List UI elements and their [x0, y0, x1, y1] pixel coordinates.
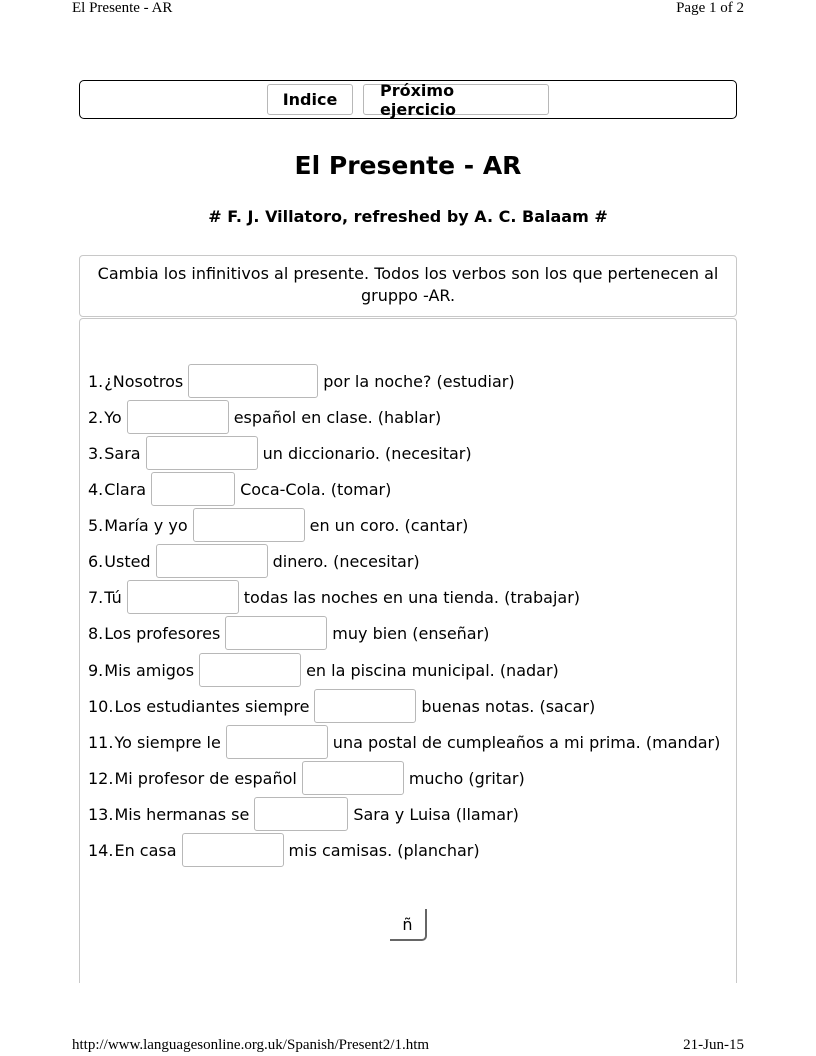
print-header: [72, 0, 744, 17]
exercise-row: [88, 436, 472, 470]
exercise-number: 14.: [88, 840, 114, 860]
print-header-title: El Presente - AR: [72, 0, 173, 16]
exercise-prompt: En casa: [114, 840, 177, 860]
print-footer: [72, 1037, 744, 1054]
exercise-hint: español en clase. (hablar): [233, 407, 442, 427]
next-exercise-button[interactable]: Próximo ejercicio: [363, 84, 549, 115]
answer-input[interactable]: [226, 725, 328, 759]
exercise-hint: buenas notas. (sacar): [421, 696, 596, 716]
exercise-prompt: Tú: [104, 587, 122, 607]
exercise-number: 9.: [88, 660, 104, 680]
exercise-hint: dinero. (necesitar): [272, 551, 420, 571]
instructions-text: Cambia los infinitivos al presente. Todos los verbos son los que pertenecen al gruppo -AR.: [97, 264, 719, 305]
exercise-prompt: Los estudiantes siempre: [114, 696, 310, 716]
exercise-row: [88, 472, 391, 506]
exercise-prompt: Mis amigos: [104, 660, 195, 680]
nav-bar: [79, 80, 737, 119]
exercise-row: [88, 761, 525, 795]
print-header-page: Page 1 of 2: [676, 0, 744, 16]
exercise-prompt: ¿Nosotros: [104, 371, 184, 391]
exercise-row: [88, 508, 468, 542]
exercise-number: 1.: [88, 371, 104, 391]
exercise-hint: en un coro. (cantar): [309, 515, 469, 535]
exercise-number: 8.: [88, 623, 104, 643]
exercise-prompt: Yo siempre le: [114, 732, 221, 752]
answer-input[interactable]: [127, 400, 229, 434]
exercise-hint: todas las noches en una tienda. (trabajar): [243, 587, 581, 607]
exercise-prompt: Clara: [104, 479, 147, 499]
exercise-prompt: Mis hermanas se: [114, 804, 250, 824]
exercise-number: 7.: [88, 587, 104, 607]
exercise-row: [88, 689, 595, 723]
exercise-number: 5.: [88, 515, 104, 535]
exercise-number: 13.: [88, 804, 114, 824]
exercise-number: 12.: [88, 768, 114, 788]
indice-button[interactable]: Indice: [267, 84, 353, 115]
answer-input[interactable]: [182, 833, 284, 867]
enye-button[interactable]: ñ: [390, 909, 427, 941]
answer-input[interactable]: [193, 508, 305, 542]
print-footer-url: http://www.languagesonline.org.uk/Spanish/Present2/1.htm: [72, 1037, 430, 1053]
exercise-prompt: Sara: [104, 443, 141, 463]
exercise-row: [88, 653, 559, 687]
exercise-row: [88, 544, 420, 578]
exercise-hint: por la noche? (estudiar): [323, 371, 515, 391]
exercise-hint: mucho (gritar): [408, 768, 525, 788]
page-title: El Presente - AR: [294, 151, 522, 180]
print-footer-date: 21-Jun-15: [683, 1037, 744, 1053]
answer-input[interactable]: [254, 797, 348, 831]
exercise-number: 6.: [88, 551, 104, 571]
answer-input[interactable]: [302, 761, 404, 795]
exercise-row: [88, 616, 489, 650]
exercise-row: [88, 400, 441, 434]
exercise-hint: mis camisas. (planchar): [288, 840, 480, 860]
exercise-number: 2.: [88, 407, 104, 427]
exercise-row: [88, 580, 580, 614]
answer-input[interactable]: [225, 616, 327, 650]
exercise-row: [88, 725, 720, 759]
exercise-hint: muy bien (enseñar): [332, 623, 490, 643]
exercise-row: [88, 833, 480, 867]
exercise-number: 11.: [88, 732, 114, 752]
author-line: # F. J. Villatoro, refreshed by A. C. Balaam #: [208, 207, 608, 226]
instructions-box: [79, 255, 737, 317]
exercise-row: [88, 364, 515, 398]
exercise-prompt: Mi profesor de español: [114, 768, 297, 788]
exercise-hint: Sara y Luisa (llamar): [353, 804, 519, 824]
exercise-hint: en la piscina municipal. (nadar): [306, 660, 559, 680]
exercise-prompt: Yo: [104, 407, 122, 427]
exercise-prompt: María y yo: [104, 515, 188, 535]
exercise-number: 3.: [88, 443, 104, 463]
answer-input[interactable]: [156, 544, 268, 578]
answer-input[interactable]: [199, 653, 301, 687]
exercise-hint: una postal de cumpleaños a mi prima. (mandar): [332, 732, 721, 752]
exercise-number: 4.: [88, 479, 104, 499]
exercise-hint: Coca-Cola. (tomar): [240, 479, 392, 499]
exercise-hint: un diccionario. (necesitar): [262, 443, 472, 463]
answer-input[interactable]: [127, 580, 239, 614]
answer-input[interactable]: [314, 689, 416, 723]
answer-input[interactable]: [188, 364, 318, 398]
answer-input[interactable]: [146, 436, 258, 470]
answer-input[interactable]: [151, 472, 235, 506]
exercise-row: [88, 797, 519, 831]
exercise-number: 10.: [88, 696, 114, 716]
exercise-prompt: Los profesores: [104, 623, 221, 643]
exercise-prompt: Usted: [104, 551, 151, 571]
